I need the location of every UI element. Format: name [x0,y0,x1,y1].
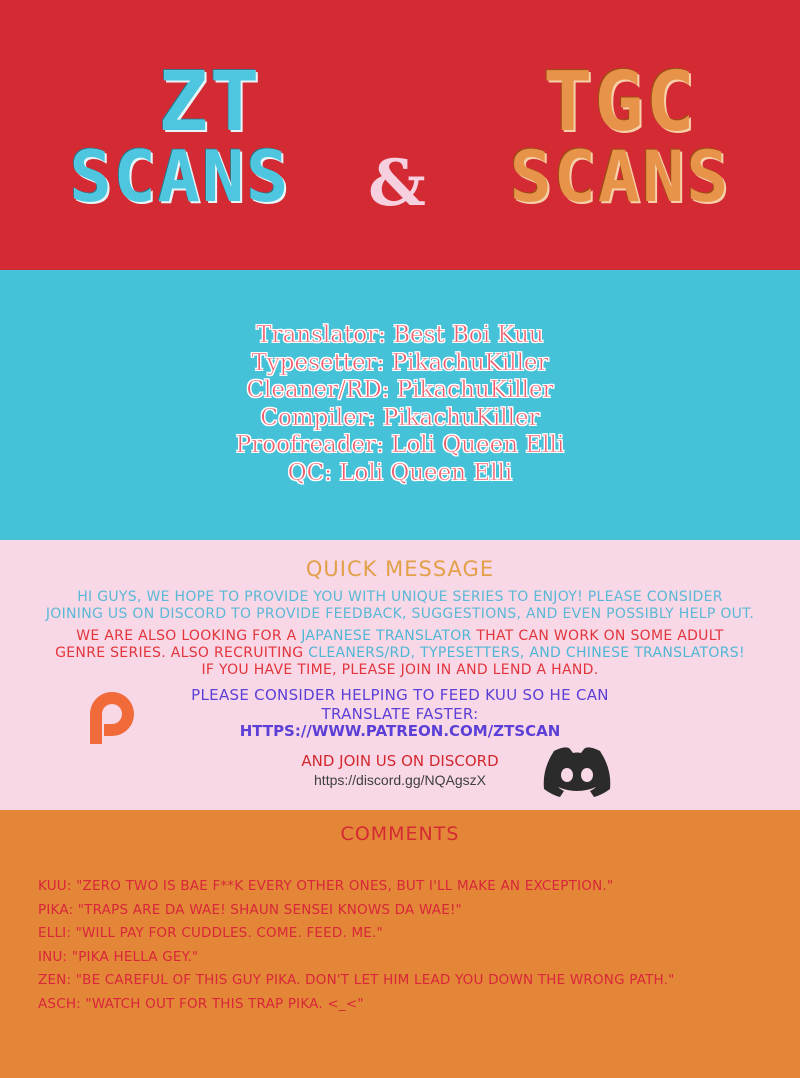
comment-item: ASCH: "WATCH OUT FOR THIS TRAP PIKA. <_<" [38,995,364,1012]
message-recruiting [0,628,800,679]
credits-list [0,322,800,487]
header-band [0,0,800,270]
discord-icon[interactable] [540,745,614,797]
credit-proofreader: Proofreader: Loli Queen Elli [235,432,565,458]
discord-link[interactable]: https://discord.gg/NQAgszX [314,772,486,788]
zt-logo-line1: ZT [158,55,262,150]
recruiting-text-d: GENRE SERIES. ALSO RECRUITING [55,645,309,661]
tgc-logo-line1: TGC [542,55,698,150]
tgc-logo-line2: SCANS [509,136,731,218]
recruiting-text-c: THAT CAN WORK ON SOME ADULT [471,628,724,644]
credit-typesetter: Typesetter: PikachuKiller [251,349,549,376]
ampersand: & [368,146,426,221]
credit-cleaner: Cleaner/RD: PikachuKiller [246,377,554,403]
comment-item: ZEN: "BE CAREFUL OF THIS GUY PIKA. DON'T LET HIM LEAD YOU DOWN THE WRONG PATH." [38,972,675,989]
zt-logo-line2: SCANS [69,136,291,218]
patreon-message [160,686,640,724]
message-intro-line2: JOINING US ON DISCORD TO PROVIDE FEEDBACK, SUGGESTIONS, AND EVEN POSSIBLY HELP OUT. [45,606,755,622]
recruiting-text-a: WE ARE ALSO LOOKING FOR A [76,628,302,644]
recruiting-line3: IF YOU HAVE TIME, PLEASE JOIN IN AND LEND A HAND. [201,662,599,678]
patreon-line2: TRANSLATE FASTER: [321,705,479,723]
credit-qc: QC: Loli Queen Elli [287,459,513,486]
patreon-link[interactable]: HTTPS://WWW.PATREON.COM/ZTSCAN [239,722,561,740]
comment-item: KUU: "ZERO TWO IS BAE F**K EVERY OTHER ONES, BUT I'LL MAKE AN EXCEPTION." [38,878,614,894]
credit-compiler: Compiler: PikachuKiller [260,404,540,431]
comment-item: PIKA: "TRAPS ARE DA WAE! SHAUN SENSEI KNOWS DA WAE!" [38,901,462,918]
message-intro [0,589,800,623]
comment-item: ELLI: "WILL PAY FOR CUDDLES. COME. FEED. ME." [38,925,383,942]
comments-title: COMMENTS [340,823,460,845]
recruiting-line2 [0,645,800,662]
comments-list [38,875,788,1017]
patreon-icon[interactable] [82,686,142,746]
credit-translator: Translator: Best Boi Kuu [256,322,544,348]
recruiting-highlight-roles: CLEANERS/RD, TYPESETTERS, AND CHINESE TRANSLATORS! [308,645,745,661]
comment-item: INU: "PIKA HELLA GEY." [38,948,199,965]
discord-message: AND JOIN US ON DISCORD [301,752,499,770]
recruiting-line1 [0,628,800,645]
recruiting-highlight-japanese: JAPANESE TRANSLATOR [301,628,472,644]
message-intro-line1: HI GUYS, WE HOPE TO PROVIDE YOU WITH UNIQUE SERIES TO ENJOY! PLEASE CONSIDER [77,589,723,605]
patreon-line1: PLEASE CONSIDER HELPING TO FEED KUU SO HE CAN [191,686,609,704]
quick-message-title: QUICK MESSAGE [305,557,495,581]
